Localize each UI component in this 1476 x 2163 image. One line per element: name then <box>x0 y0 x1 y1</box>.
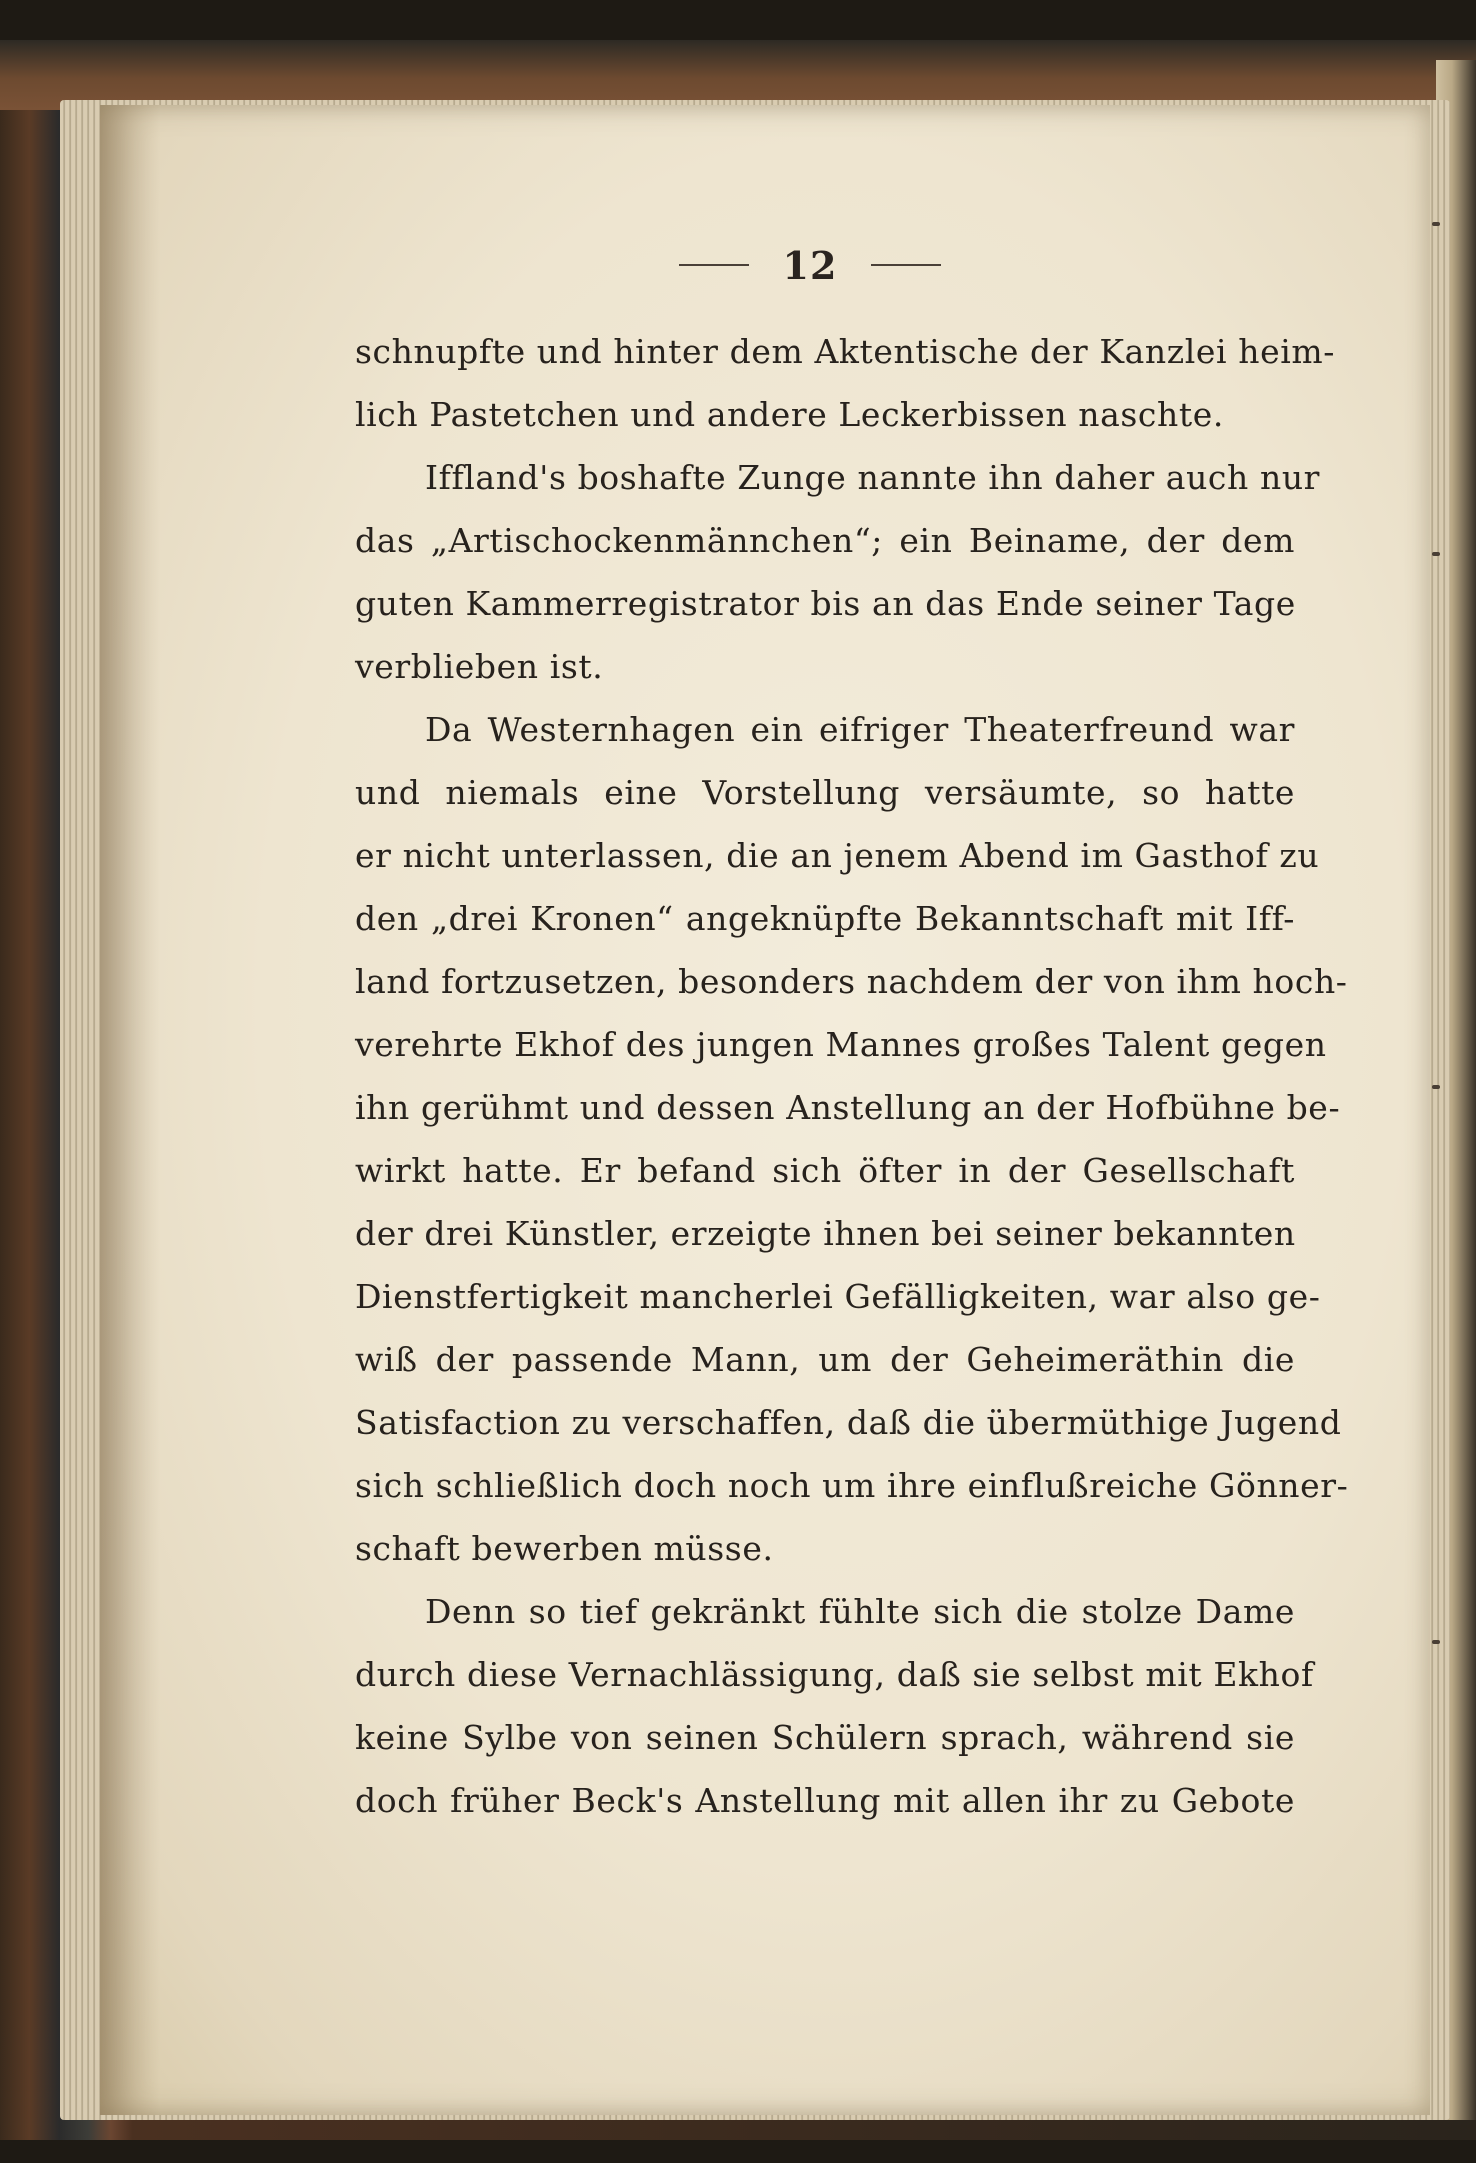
text-line: schnupfte und hinter dem Aktentische der Kanzlei heim- <box>355 332 1336 371</box>
text-line: keine Sylbe von seinen Schülern sprach, während sie <box>355 1718 1295 1757</box>
text-line: Dienstfertigkeit mancherlei Gefälligkeiten, war also ge- <box>355 1277 1321 1316</box>
text-line: sich schließlich doch noch um ihre einflußreiche Gönner- <box>355 1466 1349 1505</box>
text-line: land fortzusetzen, besonders nachdem der von ihm hoch- <box>355 962 1348 1001</box>
text-line: er nicht unterlassen, die an jenem Abend im Gasthof zu <box>355 836 1320 875</box>
header-dash-left <box>679 264 749 266</box>
page-text-block <box>355 320 1349 1832</box>
text-line: guten Kammerregistrator bis an das Ende seiner Tage <box>355 584 1296 623</box>
text-line: Da Westernhagen ein eifriger Theaterfreund war <box>425 710 1295 749</box>
header-dash-right <box>871 264 941 266</box>
margin-mark <box>1432 1085 1440 1089</box>
page-header <box>650 240 970 290</box>
text-line: wirkt hatte. Er befand sich öfter in der Gesellschaft <box>355 1151 1295 1190</box>
margin-mark <box>1432 552 1440 556</box>
text-line: der drei Künstler, erzeigte ihnen bei seiner bekannten <box>355 1214 1296 1253</box>
text-line: wiß der passende Mann, um der Geheimeräthin die <box>355 1340 1295 1379</box>
text-line: durch diese Vernachlässigung, daß sie selbst mit Ekhof <box>355 1655 1314 1694</box>
text-line: doch früher Beck's Anstellung mit allen ihr zu Gebote <box>355 1781 1295 1820</box>
text-line: verehrte Ekhof des jungen Mannes großes Talent gegen <box>355 1025 1327 1064</box>
margin-mark <box>1432 1640 1440 1644</box>
gutter-shadow <box>100 105 160 2115</box>
text-line: und niemals eine Vorstellung versäumte, so hatte <box>355 773 1295 812</box>
text-line: das „Artischockenmännchen“; ein Beiname, der dem <box>355 521 1295 560</box>
text-line: schaft bewerben müsse. <box>355 1529 774 1568</box>
text-line: ihn gerühmt und dessen Anstellung an der Hofbühne be- <box>355 1088 1341 1127</box>
text-line: lich Pastetchen und andere Leckerbissen naschte. <box>355 395 1224 434</box>
text-line: Satisfaction zu verschaffen, daß die übermüthige Jugend <box>355 1403 1342 1442</box>
margin-mark <box>1432 222 1440 226</box>
text-line: Iffland's boshafte Zunge nannte ihn daher auch nur <box>425 458 1321 497</box>
page-number: 12 <box>782 242 838 288</box>
text-line: verblieben ist. <box>355 647 604 686</box>
text-line: den „drei Kronen“ angeknüpfte Bekanntschaft mit Iff- <box>355 899 1295 938</box>
text-line: Denn so tief gekränkt fühlte sich die stolze Dame <box>425 1592 1295 1631</box>
